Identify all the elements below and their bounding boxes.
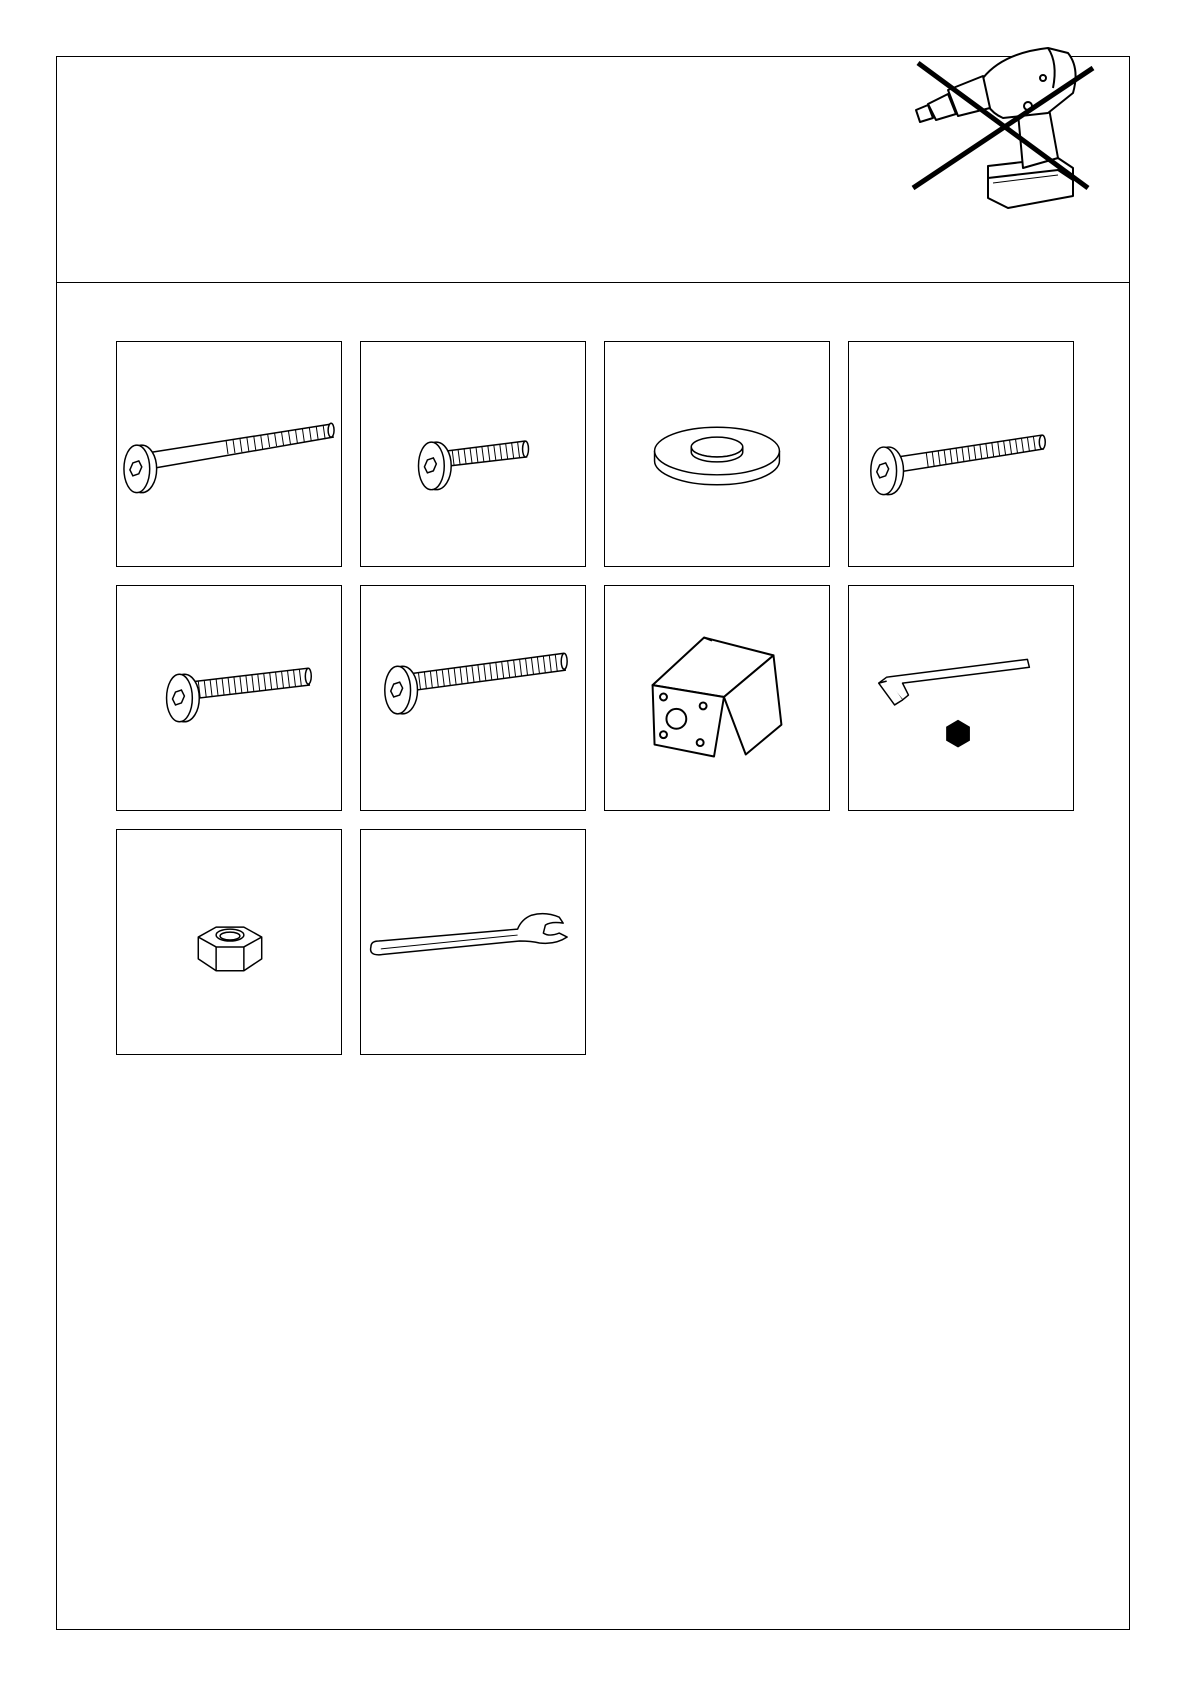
part-long-threaded-allen-bolt [360, 585, 586, 811]
washer-icon [605, 342, 829, 566]
part-open-end-wrench [360, 829, 586, 1055]
open-end-wrench-icon [361, 830, 585, 1054]
part-medium-allen-bolt [848, 341, 1074, 567]
part-hex-nut [116, 829, 342, 1055]
long-allen-bolt-icon [117, 342, 341, 566]
allen-bolt-icon [117, 586, 341, 810]
part-long-allen-bolt [116, 341, 342, 567]
no-power-drill-icon [908, 18, 1118, 218]
part-washer [604, 341, 830, 567]
short-allen-bolt-icon [361, 342, 585, 566]
allen-key-icon [849, 586, 1073, 810]
part-allen-key [848, 585, 1074, 811]
furniture-leg-block-icon [605, 586, 829, 810]
part-allen-bolt [116, 585, 342, 811]
hex-nut-icon [117, 830, 341, 1054]
hex-key-size-icon [946, 720, 970, 748]
long-threaded-allen-bolt-icon [361, 586, 585, 810]
part-furniture-leg-block [604, 585, 830, 811]
medium-allen-bolt-icon [849, 342, 1073, 566]
part-short-allen-bolt [360, 341, 586, 567]
